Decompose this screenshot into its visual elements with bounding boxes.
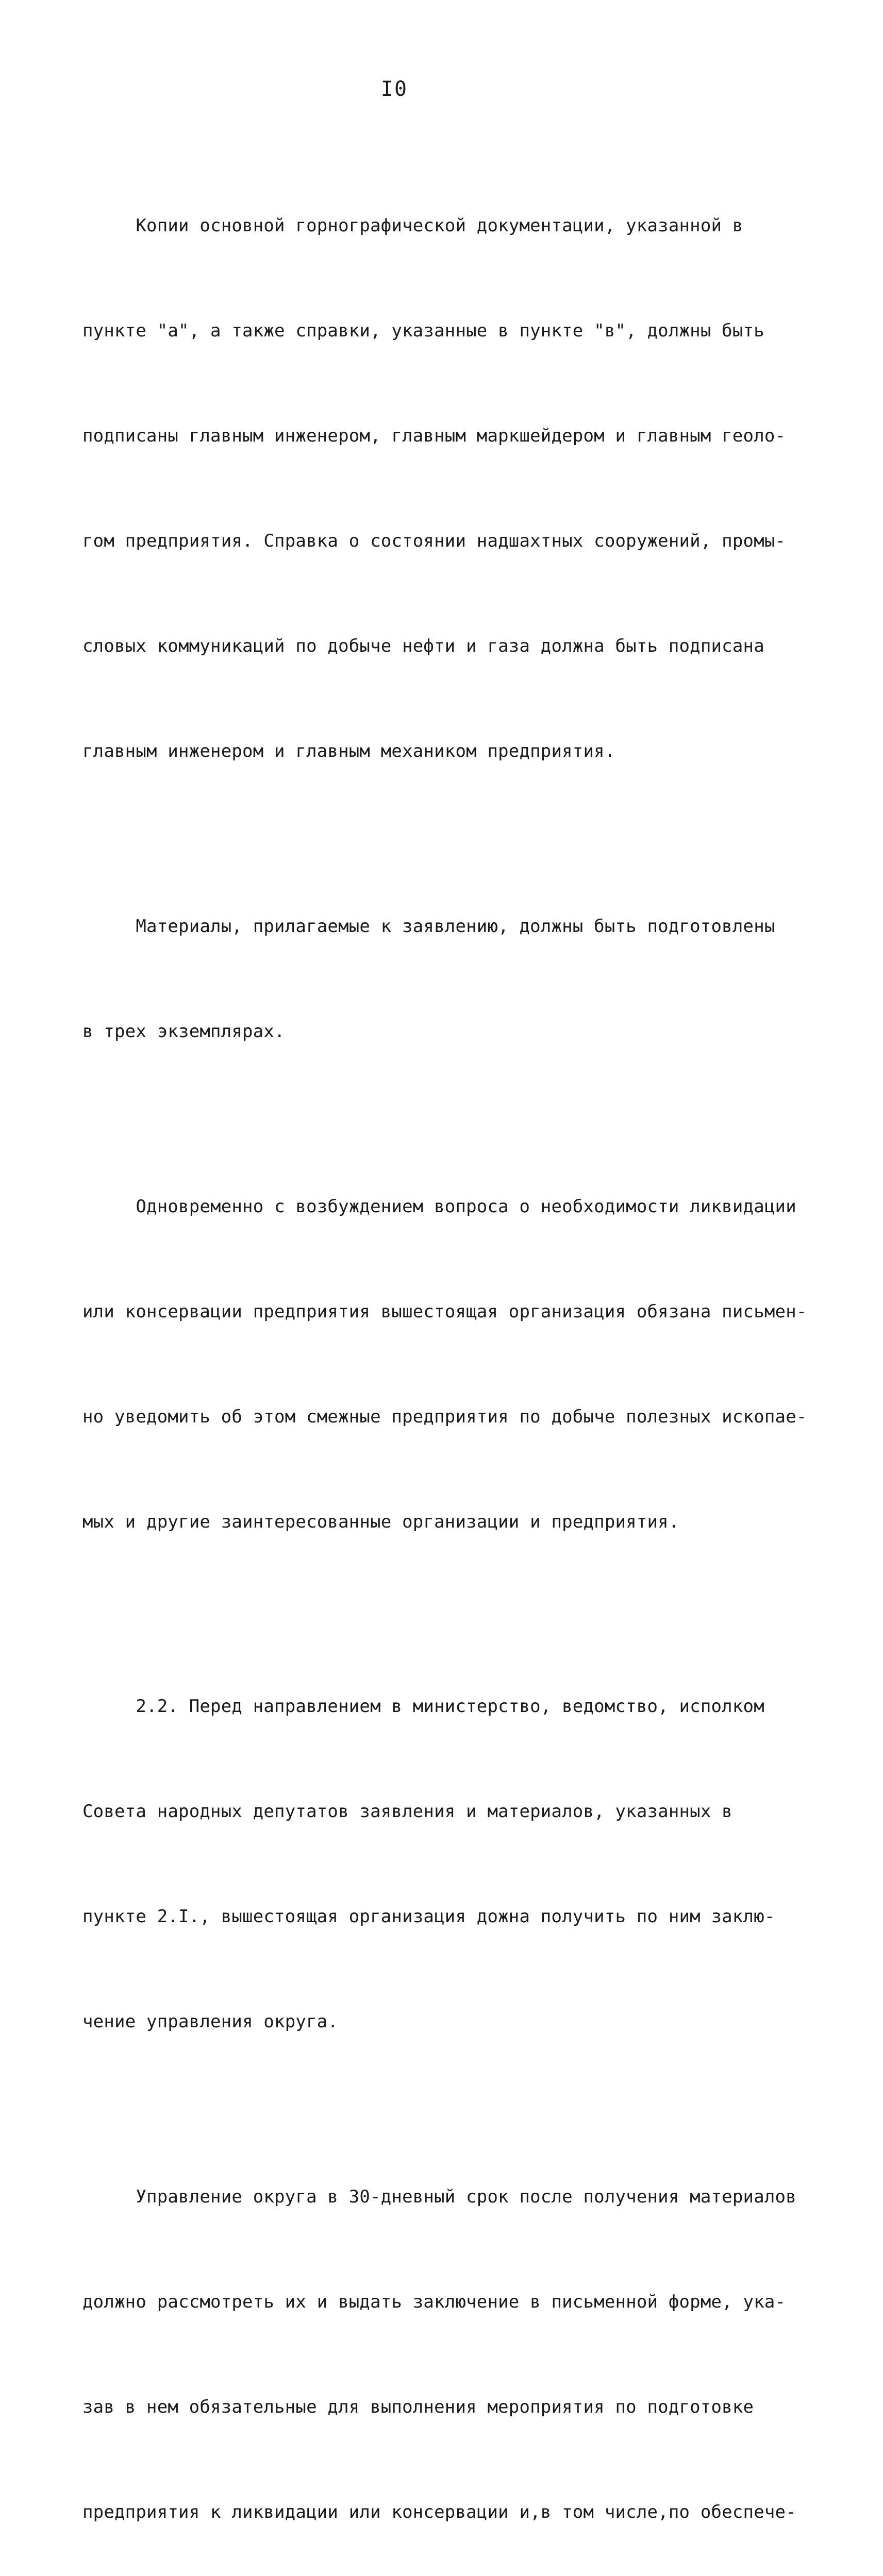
text-line: должно рассмотреть их и выдать заключение в письменной форме, ука- — [82, 2292, 786, 2312]
text-line: мых и другие заинтересованные организации и предприятия. — [82, 1512, 679, 1532]
text-line: зав в нем обязательные для выполнения мероприятия по подготовке — [82, 2397, 754, 2417]
paragraph-notification — [82, 1119, 807, 1609]
text-line: пункте "а", а также справки, указанные в пункте "в", должны быть — [82, 320, 764, 341]
text-line: чение управления округа. — [82, 2011, 339, 2032]
paragraph-copies-signatures — [82, 138, 804, 839]
text-line: подписаны главным инженером, главным маркшейдером и главным геоло- — [82, 426, 786, 446]
text-line: Управление округа в 30-дневный срок после получения материалов — [82, 2187, 796, 2207]
text-line: Совета народных депутатов заявления и материалов, указанных в — [82, 1801, 732, 1822]
document-body — [82, 138, 807, 2576]
text-line: предприятия к ликвидации или консервации и,в том числе,по обеспече- — [82, 2502, 796, 2522]
text-line: Одновременно с возбуждением вопроса о необходимости ликвидации — [82, 1196, 796, 1217]
text-line: или консервации предприятия вышестоящая организация обязана письмен- — [82, 1301, 807, 1322]
paragraph-district-conclusion — [82, 2109, 804, 2576]
text-line: но уведомить об этом смежные предприятия по добыче полезных ископае- — [82, 1406, 807, 1427]
text-line: пункте 2.I., вышестоящая организация дожна получить по ним заклю- — [82, 1906, 775, 1927]
text-line: гом предприятия. Справка о состоянии надшахтных сооружений, промы- — [82, 531, 786, 551]
text-line: словых коммуникаций по добыче нефти и газа должна быть подписана — [82, 636, 764, 656]
paragraph-section-2-2 — [82, 1619, 804, 2109]
text-line: в трех экземплярах. — [82, 1021, 285, 1042]
text-line: 2.2. Перед направлением в министерство, ведомство, исполком — [82, 1696, 764, 1717]
paragraph-materials-copies — [82, 839, 804, 1119]
text-line: Копии основной горнографической документации, указанной в — [82, 215, 743, 236]
text-line: главным инженером и главным механиком предприятия. — [82, 741, 615, 761]
page-number: I0 — [380, 77, 408, 101]
text-line: Материалы, прилагаемые к заявлению, должны быть подготовлены — [82, 916, 775, 937]
